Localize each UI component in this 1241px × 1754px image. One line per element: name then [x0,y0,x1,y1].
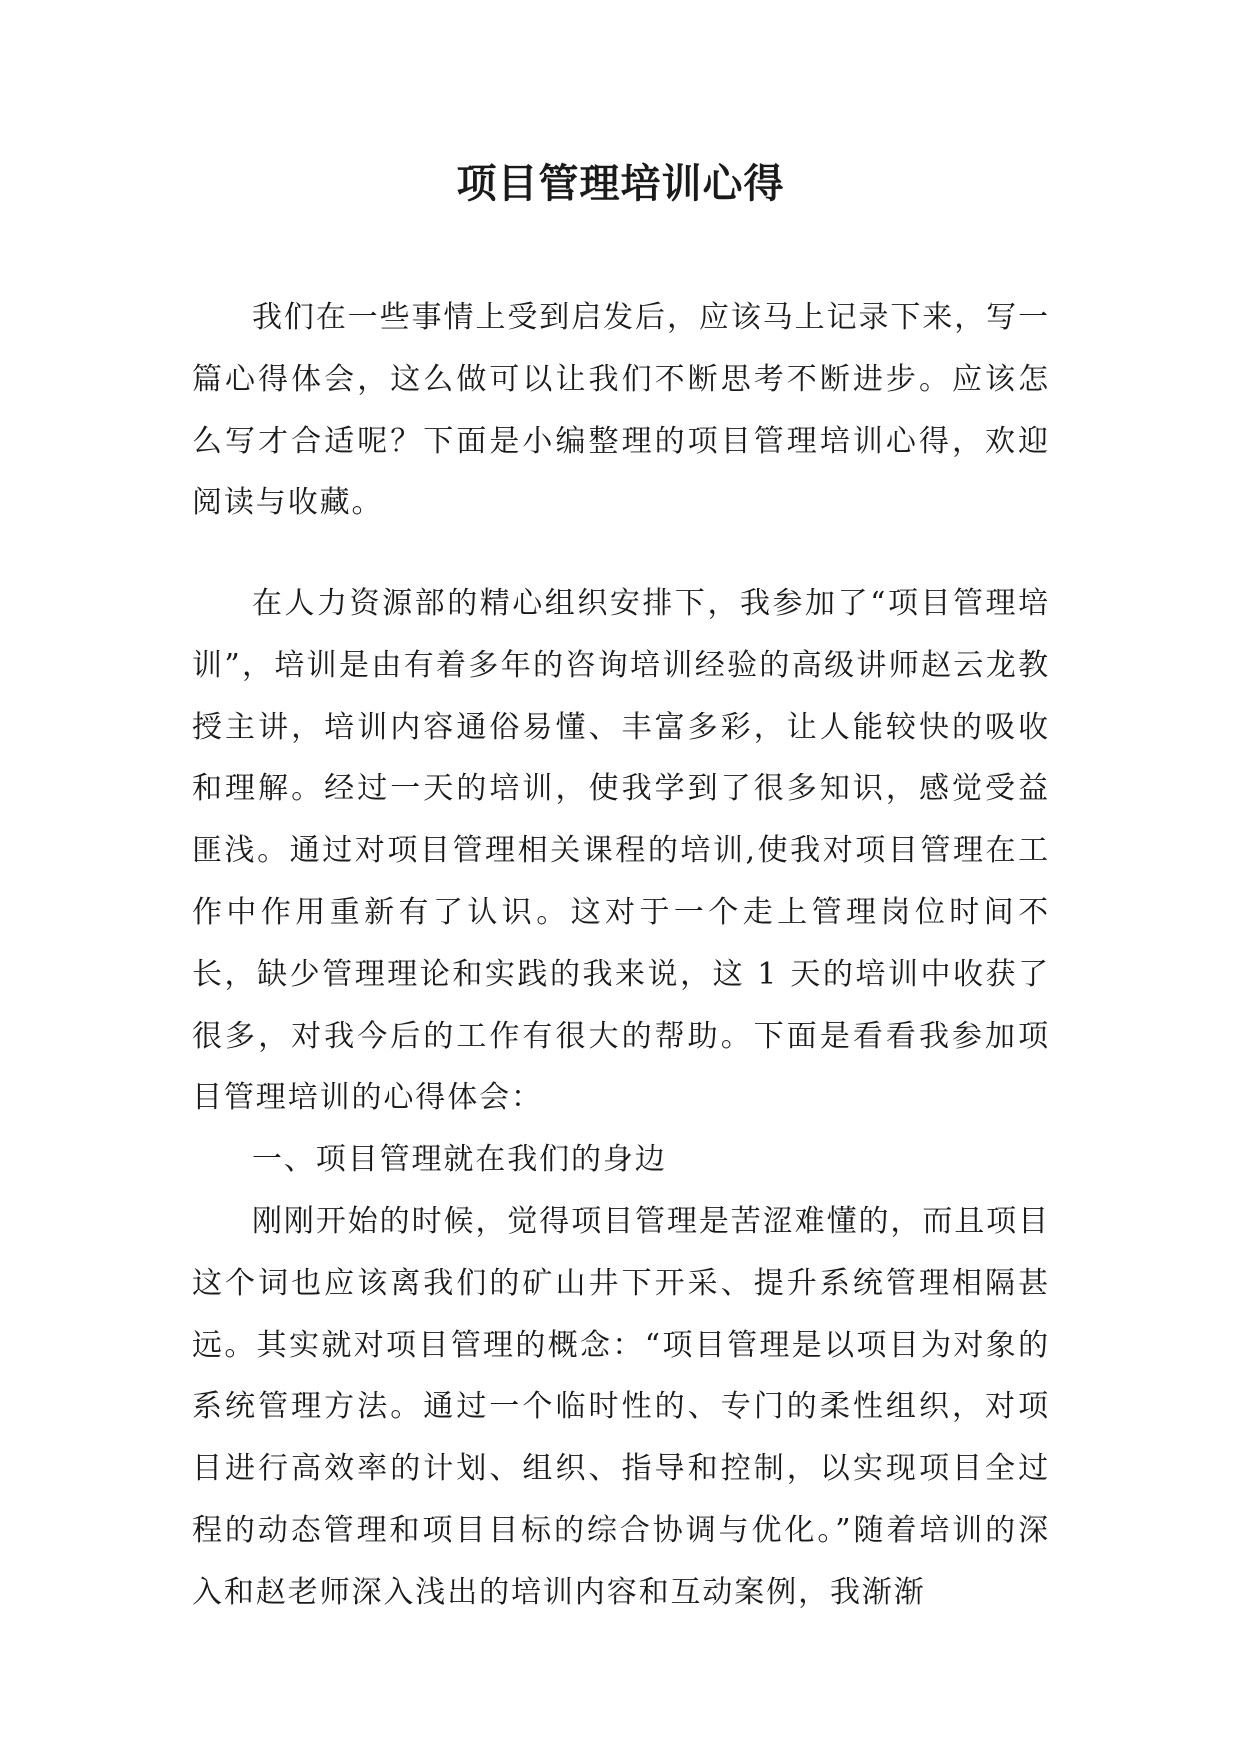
body-paragraph: 刚刚开始的时候，觉得项目管理是苦涩难懂的，而且项目这个词也应该离我们的矿山井下开采、提升系统管理相隔甚远。其实就对项目管理的概念：“项目管理是以项目为对象的系统管理方法。通过一个临时性的、专门的柔性组织，对项目进行高效率的计划、组织、指导和控制，以实现项目全过程的动态管理和项目目标的综合协调与优化。”随着培训的深入和赵老师深入浅出的培训内容和互动案例，我渐渐 [192,1203,1050,1610]
intro-paragraph: 我们在一些事情上受到启发后，应该马上记录下来，写一篇心得体会，这么做可以让我们不断思考不断进步。应该怎么写才合适呢？下面是小编整理的项目管理培训心得，欢迎阅读与收藏。 [192,300,1050,521]
intro-block [192,287,1050,534]
body-block [192,573,1050,1624]
section-heading: 一、项目管理就在我们的身边 [252,1142,667,1178]
document-title: 项目管理培训心得 [456,161,785,207]
body-paragraph: 在人力资源部的精心组织安排下，我参加了“项目管理培训”，培训是由有着多年的咨询培训经验的高级讲师赵云龙教授主讲，培训内容通俗易懂、丰富多彩，让人能较快的吸收和理解。经过一天的培训，使我学到了很多知识，感觉受益匪浅。通过对项目管理相关课程的培训,使我对项目管理在工作中作用重新有了认识。这对于一个走上管理岗位时间不长，缺少管理理论和实践的我来说，这 1 天的培训中收获了很多，对我今后的工作有很大的帮助。下面是看看我参加项目管理培训的心得体会： [192,586,1050,1116]
